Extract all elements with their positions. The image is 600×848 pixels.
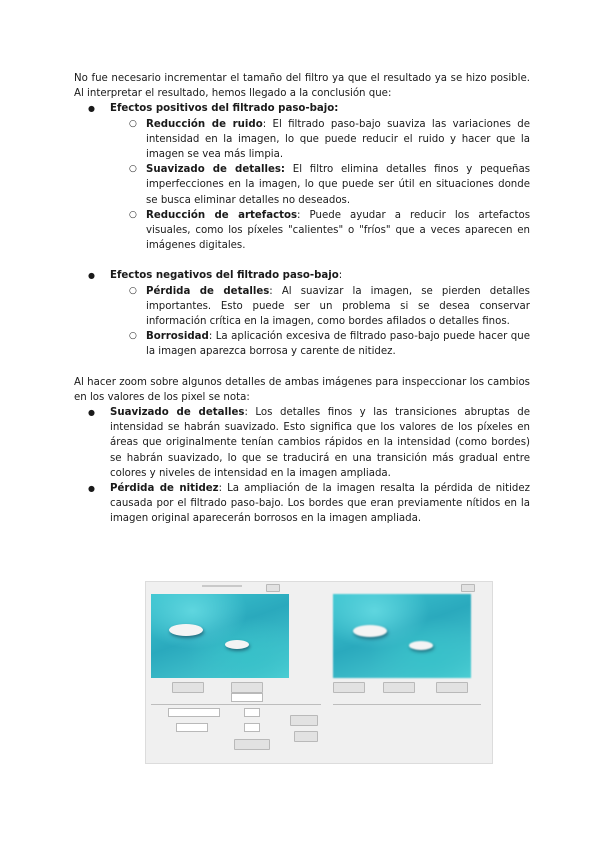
zoom-button[interactable] [333, 682, 365, 693]
boat-shape [225, 640, 249, 649]
list-item [110, 329, 530, 359]
list-item [74, 101, 530, 253]
reset-button[interactable] [294, 731, 318, 742]
positive-effects-list [74, 101, 530, 253]
item-term: Suavizado de detalles [110, 407, 245, 419]
document-body [74, 71, 530, 527]
list-item [110, 208, 530, 254]
item-text: : El filtrado paso-bajo suaviza las variaciones de intensidad en la imagen, lo que puede reducir el ruido y hacer que la imagen se vea más limpia. [146, 118, 530, 161]
parameter-input[interactable] [176, 723, 208, 732]
compare-button[interactable] [383, 682, 415, 693]
zoom-effects-list [74, 405, 530, 527]
panel-button[interactable] [461, 584, 475, 592]
parameter-input[interactable] [244, 708, 260, 717]
export-button[interactable] [436, 682, 468, 693]
list-item [110, 284, 530, 330]
original-image [151, 594, 289, 678]
zoom-paragraph: Al hacer zoom sobre algunos detalles de ambas imágenes para inspeccionar los cambios en los valores de los pixel se nota: [74, 376, 530, 403]
list-item [110, 162, 530, 208]
positive-effects-title: Efectos positivos del filtrado paso-bajo: [110, 103, 339, 115]
title-suffix: : [338, 270, 343, 282]
parameter-input[interactable] [168, 708, 220, 717]
panel-button[interactable] [266, 584, 280, 592]
item-text: : Los detalles finos y las transiciones abruptas de intensidad se habrán suavizado. Esto significa que los valores de los píxeles en áreas que originalmente tenían cambios rápidos en la intensidad (como bordes) se habrán suavizado, lo que se traducirá en una transición más gradual entre colores y niveles de intensidad en la imagen ampliada. [110, 407, 530, 479]
item-text: : Al suavizar la imagen, se pierden detalles importantes. Esto puede ser un problema si se desea conservar información crítica en la imagen, como bordes afilados o detalles finos. [146, 285, 530, 328]
item-term: Pérdida de detalles [146, 285, 270, 297]
positive-effects-sublist [110, 117, 530, 254]
intro-paragraph: No fue necesario incrementar el tamaño del filtro ya que el resultado ya se hizo posible. Al interpretar el resultado, hemos llegado a la conclusión que: [74, 73, 530, 100]
item-term: Borrosidad [146, 331, 209, 343]
app-screenshot-figure [145, 581, 493, 764]
boat-shape [353, 625, 387, 637]
list-item [74, 268, 530, 359]
list-item [74, 405, 530, 481]
negative-effects-list [74, 268, 530, 359]
run-button[interactable] [290, 715, 318, 726]
item-text: El filtro elimina detalles finos y pequeñas imperfecciones en la imagen, lo que puede ser útil en situaciones donde se busca eliminar detalles no deseados. [146, 164, 531, 206]
save-button[interactable] [234, 739, 270, 750]
filtered-image [333, 594, 471, 678]
original-image-caption [202, 585, 242, 587]
item-term: Reducción de ruido [146, 118, 263, 130]
boat-shape [409, 641, 433, 650]
negative-effects-title: Efectos negativos del filtrado paso-bajo [110, 270, 339, 282]
filter-select[interactable] [231, 693, 263, 702]
apply-button[interactable] [231, 682, 263, 693]
item-term: Reducción de artefactos [146, 209, 298, 221]
parameter-input[interactable] [244, 723, 260, 732]
divider [151, 704, 321, 705]
boat-shape [169, 624, 203, 636]
load-button[interactable] [172, 682, 204, 693]
negative-effects-sublist [110, 284, 530, 360]
item-text: : Puede ayudar a reducir los artefactos visuales, como los píxeles "calientes" o "fríos" que a veces aparecen en imágenes digitales. [146, 209, 530, 252]
item-term: Suavizado de detalles: [146, 164, 286, 176]
list-item [74, 481, 530, 527]
item-text: : La ampliación de la imagen resalta la pérdida de nitidez causada por el filtrado paso-bajo. Los bordes que eran previamente nítidos en la imagen original aparecerán borrosos en la imagen ampliada. [110, 483, 530, 525]
status-line [333, 704, 481, 705]
item-text: : La aplicación excesiva de filtrado paso-bajo puede hacer que la imagen aparezca borrosa y carente de nitidez. [146, 331, 530, 358]
list-item [110, 117, 530, 163]
item-term: Pérdida de nitidez [110, 483, 219, 495]
